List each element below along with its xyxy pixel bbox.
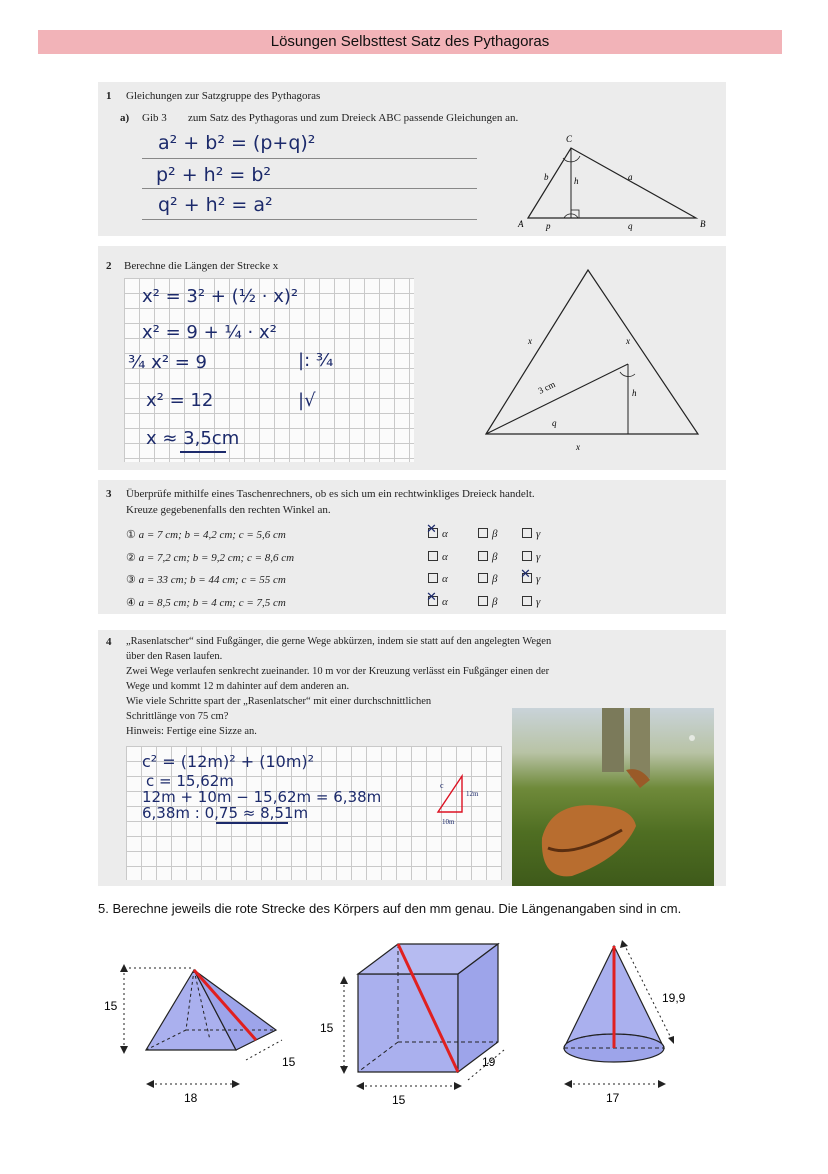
task1-prompt-a: Gib 3 [142, 112, 167, 124]
cube-width: 15 [392, 1093, 406, 1107]
task4-number: 4 [106, 636, 112, 648]
task2-line-3: ¾ x² = 9 [128, 352, 208, 373]
pyramid-width: 18 [184, 1091, 198, 1105]
cone-diameter: 17 [606, 1091, 620, 1105]
row2-alpha[interactable]: α [428, 551, 448, 563]
task1-heading: Gleichungen zur Satzgruppe des Pythagoras [126, 90, 321, 102]
row1-beta[interactable]: β [478, 528, 497, 540]
label-h2: h [632, 388, 637, 398]
task2-line-4: x² = 12 [146, 390, 214, 411]
task1-part-label: a) [120, 112, 130, 124]
row2-beta[interactable]: β [478, 551, 497, 563]
cone-slant: 19,9 [662, 991, 686, 1005]
row2-gamma[interactable]: γ [522, 551, 540, 563]
task4-line-4: Wege und kommt 12 m dahinter auf dem anderen an. [126, 681, 350, 692]
row3-number: ③ [126, 574, 136, 586]
row2-values: a = 7,2 cm; b = 9,2 cm; c = 8,6 cm [138, 552, 295, 564]
row3-beta[interactable]: β [478, 573, 497, 585]
page-title: Lösungen Selbsttest Satz des Pythagoras [38, 30, 782, 54]
cube-figure [314, 940, 504, 1110]
task1-answer-3: q² + h² = a² [158, 194, 273, 216]
task4-line-2: über den Rasen laufen. [126, 651, 223, 662]
label-C: C [566, 134, 573, 144]
pyramid-figure [96, 950, 316, 1110]
row4-values: a = 8,5 cm; b = 4 cm; c = 7,5 cm [138, 597, 286, 609]
task4-line-5: Wie viele Schritte spart der „Rasenlatscher“ mit einer durchschnittlichen [126, 696, 432, 707]
cube-height: 15 [320, 1021, 334, 1035]
task4-work-1: c² = (12m)² + (10m)² [142, 752, 315, 771]
task4-line-3: Zwei Wege verlaufen senkrecht zueinander. 10 m vor der Kreuzung verlässt ein Fußgänger einen der [126, 666, 550, 677]
task2-line-1: x² = 3² + (½ · x)² [142, 286, 299, 307]
task4-line-6: Schrittlänge von 75 cm? [126, 711, 229, 722]
task3-number: 3 [106, 488, 112, 500]
row1-values: a = 7 cm; b = 4,2 cm; c = 5,6 cm [138, 529, 286, 541]
task1-answer-1: a² + b² = (p+q)² [158, 132, 316, 154]
row3-alpha[interactable]: α [428, 573, 448, 585]
label-p: p [546, 221, 551, 231]
task4-work-2: c = 15,62m [146, 772, 234, 790]
row3-values: a = 33 cm; b = 44 cm; c = 55 cm [138, 574, 286, 586]
row4-gamma[interactable]: γ [522, 596, 540, 608]
row1-number: ① [126, 529, 136, 541]
task4-panel [98, 630, 726, 886]
row1-alpha[interactable]: ✕α [428, 528, 448, 540]
task4-work-4: 6,38m : 0,75 ≈ 8,51m [142, 804, 309, 822]
task1-answer-2: p² + h² = b² [156, 164, 272, 186]
task1-panel [98, 82, 726, 236]
task2-line-2: x² = 9 + ¼ · x² [142, 322, 277, 343]
row4-alpha[interactable]: ✕α [428, 596, 448, 608]
label-B: B [700, 219, 706, 229]
sketch-c: c [440, 781, 444, 790]
pyramid-depth: 15 [282, 1055, 296, 1069]
task4-sketch [428, 768, 488, 830]
label-q2: q [552, 418, 557, 428]
task3-heading: Überprüfe mithilfe eines Taschenrechners, ob es sich um ein rechtwinkliges Dreieck handelt. [126, 488, 535, 500]
task2-triangle-diagram [478, 264, 718, 452]
task1-number: 1 [106, 90, 112, 102]
row4-number: ④ [126, 597, 136, 609]
task4-line-1: „Rasenlatscher“ sind Fußgänger, die gerne Wege abkürzen, indem sie statt auf den angelegten Wegen [126, 636, 552, 647]
task2-number: 2 [106, 260, 112, 272]
row1-gamma[interactable]: γ [522, 528, 540, 540]
task3-subheading: Kreuze gegebenenfalls den rechten Winkel an. [126, 504, 331, 516]
label-A: A [518, 219, 524, 229]
task2-heading: Berechne die Längen der Strecke x [124, 260, 279, 272]
task5-heading: 5. Berechne jeweils die rote Strecke des Körpers auf den mm genau. Die Längenangaben sind in cm. [98, 901, 682, 916]
task2-note-1: |: ¾ [298, 350, 334, 371]
label-x-right: x [626, 336, 630, 346]
sketch-10m: 10m [442, 818, 455, 826]
label-b: b [544, 172, 549, 182]
label-x-bottom: x [576, 442, 580, 452]
label-a: a [628, 172, 633, 182]
row2-number: ② [126, 552, 136, 564]
row4-beta[interactable]: β [478, 596, 497, 608]
pyramid-height: 15 [104, 999, 118, 1013]
walking-photo [512, 708, 714, 886]
label-x-left: x [528, 336, 532, 346]
task2-panel [98, 246, 726, 470]
cube-depth: 19 [482, 1055, 496, 1069]
row3-gamma[interactable]: ✕ γ [522, 573, 540, 585]
cone-figure [552, 940, 712, 1110]
label-q: q [628, 221, 633, 231]
task4-work-3: 12m + 10m − 15,62m = 6,38m [142, 788, 382, 806]
task4-line-7: Hinweis: Fertige eine Sizze an. [126, 726, 257, 737]
triangle-abc-diagram [508, 130, 708, 230]
task2-note-2: |√ [298, 390, 316, 411]
task2-line-5: x ≈ 3,5cm [146, 428, 240, 449]
sketch-12m: 12m [466, 790, 479, 798]
label-h: h [574, 176, 579, 186]
task3-panel [98, 480, 726, 614]
label-3cm: 3 cm [536, 379, 557, 396]
task1-prompt-b: zum Satz des Pythagoras und zum Dreieck ABC passende Gleichungen an. [188, 112, 519, 124]
